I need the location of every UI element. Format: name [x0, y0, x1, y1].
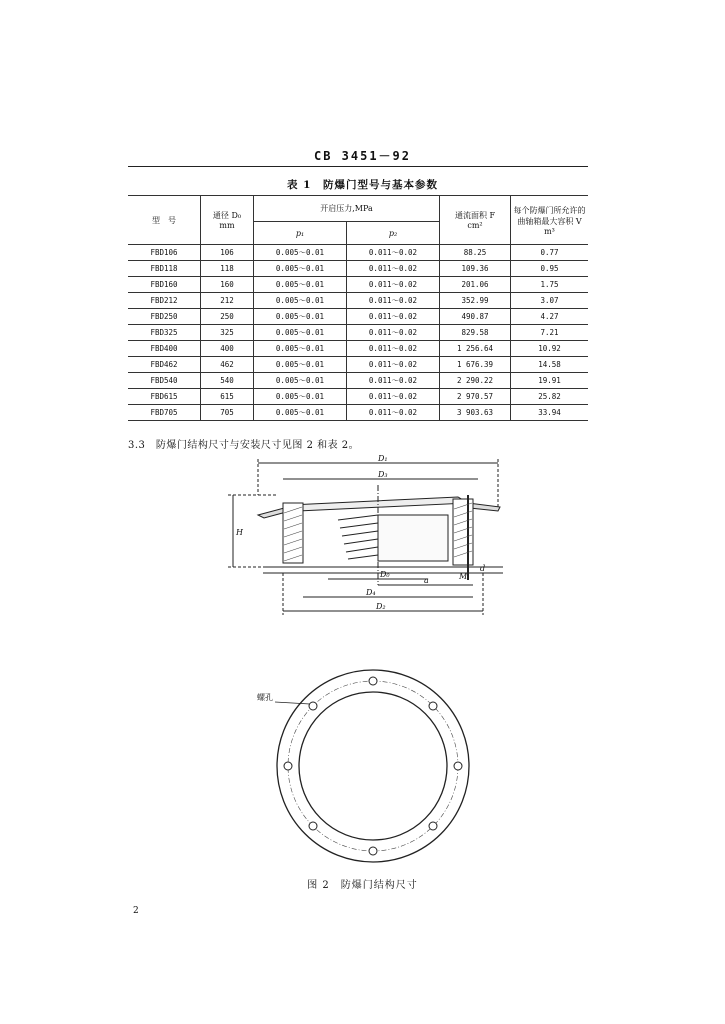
col-header-pressure: 开启压力,MPa	[254, 196, 440, 222]
cell-p1: 0.005～0.01	[254, 373, 347, 389]
section-paragraph: 3.3 防爆门结构尺寸与安装尺寸见图 2 和表 2。	[128, 440, 360, 451]
cell-area: 829.58	[440, 325, 511, 341]
cell-model: FBD400	[128, 341, 201, 357]
area-unit: cm²	[467, 221, 483, 230]
cell-p2: 0.011～0.02	[347, 405, 440, 421]
cell-model: FBD118	[128, 261, 201, 277]
cell-model: FBD615	[128, 389, 201, 405]
bolt-hole	[309, 702, 317, 710]
outer-ring	[277, 670, 469, 862]
cell-area: 1 256.64	[440, 341, 511, 357]
cell-diameter: 250	[201, 309, 254, 325]
cell-area: 3 903.63	[440, 405, 511, 421]
label-d0: D₀	[380, 570, 390, 579]
cell-p1: 0.005～0.01	[254, 389, 347, 405]
cell-volume: 1.75	[511, 277, 589, 293]
figure-caption: 图 2 防爆门结构尺寸	[307, 880, 418, 891]
table-row	[128, 261, 588, 277]
table-row	[128, 357, 588, 373]
cell-p2: 0.011～0.02	[347, 261, 440, 277]
col-header-diameter	[201, 196, 254, 245]
col-header-p2: p₂	[347, 222, 440, 245]
table-row	[128, 309, 588, 325]
cell-model: FBD160	[128, 277, 201, 293]
cell-area: 88.25	[440, 245, 511, 261]
cell-volume: 25.82	[511, 389, 589, 405]
cell-p1: 0.005～0.01	[254, 325, 347, 341]
diameter-unit: mm	[219, 221, 235, 230]
label-d4: D₄	[366, 588, 376, 597]
cell-diameter: 325	[201, 325, 254, 341]
right-body	[453, 499, 473, 565]
top-cover	[290, 497, 468, 511]
cell-p1: 0.005～0.01	[254, 293, 347, 309]
cell-area: 490.87	[440, 309, 511, 325]
label-d1: D₁	[378, 455, 388, 463]
label-m: M	[459, 572, 468, 581]
page-number: 2	[133, 906, 139, 916]
col-header-area	[440, 196, 511, 245]
cell-area: 352.99	[440, 293, 511, 309]
cell-p2: 0.011～0.02	[347, 245, 440, 261]
plan-view-drawing	[255, 662, 475, 872]
volume-unit: m³	[544, 226, 555, 236]
table-row	[128, 405, 588, 421]
col-header-model: 型 号	[128, 196, 201, 245]
table-row	[128, 293, 588, 309]
table-row	[128, 277, 588, 293]
label-d3: D₃	[378, 470, 388, 479]
header-rule	[128, 166, 588, 167]
cell-model: FBD325	[128, 325, 201, 341]
label-d-small: d	[480, 564, 486, 573]
cell-diameter: 160	[201, 277, 254, 293]
cell-p2: 0.011～0.02	[347, 341, 440, 357]
bolt-hole	[284, 762, 292, 770]
cross-section-drawing	[228, 455, 518, 620]
cell-volume: 0.95	[511, 261, 589, 277]
table-row	[128, 325, 588, 341]
spring	[338, 515, 378, 559]
bolt-hole	[309, 822, 317, 830]
cell-volume: 3.07	[511, 293, 589, 309]
cell-volume: 4.27	[511, 309, 589, 325]
cell-p1: 0.005～0.01	[254, 341, 347, 357]
cell-model: FBD106	[128, 245, 201, 261]
bolt-hole	[429, 702, 437, 710]
cell-diameter: 212	[201, 293, 254, 309]
cell-area: 2 290.22	[440, 373, 511, 389]
cell-p1: 0.005～0.01	[254, 245, 347, 261]
col-header-volume	[511, 196, 589, 245]
parameter-table	[128, 195, 588, 421]
cell-area: 201.06	[440, 277, 511, 293]
cell-volume: 33.94	[511, 405, 589, 421]
cell-diameter: 106	[201, 245, 254, 261]
cell-p2: 0.011～0.02	[347, 277, 440, 293]
cell-diameter: 400	[201, 341, 254, 357]
cell-model: FBD212	[128, 293, 201, 309]
cell-area: 2 970.57	[440, 389, 511, 405]
cell-model: FBD540	[128, 373, 201, 389]
table-title: 表 1 防爆门型号与基本参数	[287, 179, 438, 191]
diameter-label: 通径 D₀	[212, 211, 242, 220]
volume-label-1: 每个防爆门所允许的	[513, 205, 586, 215]
cell-p1: 0.005～0.01	[254, 277, 347, 293]
cell-p2: 0.011～0.02	[347, 357, 440, 373]
cell-model: FBD462	[128, 357, 201, 373]
cell-volume: 14.58	[511, 357, 589, 373]
cell-model: FBD250	[128, 309, 201, 325]
left-body	[283, 503, 303, 563]
table-row	[128, 245, 588, 261]
cell-volume: 7.21	[511, 325, 589, 341]
bolt-hole	[369, 677, 377, 685]
cell-p2: 0.011～0.02	[347, 309, 440, 325]
inner-ring	[299, 692, 447, 840]
bolt-hole	[429, 822, 437, 830]
cell-volume: 0.77	[511, 245, 589, 261]
cell-volume: 10.92	[511, 341, 589, 357]
bolt-hole	[454, 762, 462, 770]
label-a: a	[424, 576, 429, 585]
cell-p2: 0.011～0.02	[347, 293, 440, 309]
cell-diameter: 118	[201, 261, 254, 277]
volume-label-2: 曲轴箱最大容积 V	[517, 216, 582, 226]
table-row	[128, 341, 588, 357]
cell-p1: 0.005～0.01	[254, 405, 347, 421]
cell-diameter: 462	[201, 357, 254, 373]
cell-model: FBD705	[128, 405, 201, 421]
col-header-p1: p₁	[254, 222, 347, 245]
area-label: 通流面积 F	[454, 211, 496, 220]
inner-cylinder	[378, 515, 448, 561]
cell-diameter: 705	[201, 405, 254, 421]
table-row	[128, 389, 588, 405]
cell-area: 1 676.39	[440, 357, 511, 373]
bolt-hole-label: 螺孔	[257, 693, 273, 702]
cell-p2: 0.011～0.02	[347, 389, 440, 405]
cell-p1: 0.005～0.01	[254, 309, 347, 325]
standard-code-header: CB 3451－92	[313, 149, 412, 163]
table-row	[128, 373, 588, 389]
cell-p1: 0.005～0.01	[254, 357, 347, 373]
cell-volume: 19.91	[511, 373, 589, 389]
cell-diameter: 540	[201, 373, 254, 389]
cell-area: 109.36	[440, 261, 511, 277]
cell-p2: 0.011～0.02	[347, 373, 440, 389]
cell-diameter: 615	[201, 389, 254, 405]
bolt-hole	[369, 847, 377, 855]
label-d2: D₂	[376, 602, 386, 611]
cell-p1: 0.005～0.01	[254, 261, 347, 277]
label-h: H	[236, 528, 243, 537]
cell-p2: 0.011～0.02	[347, 325, 440, 341]
